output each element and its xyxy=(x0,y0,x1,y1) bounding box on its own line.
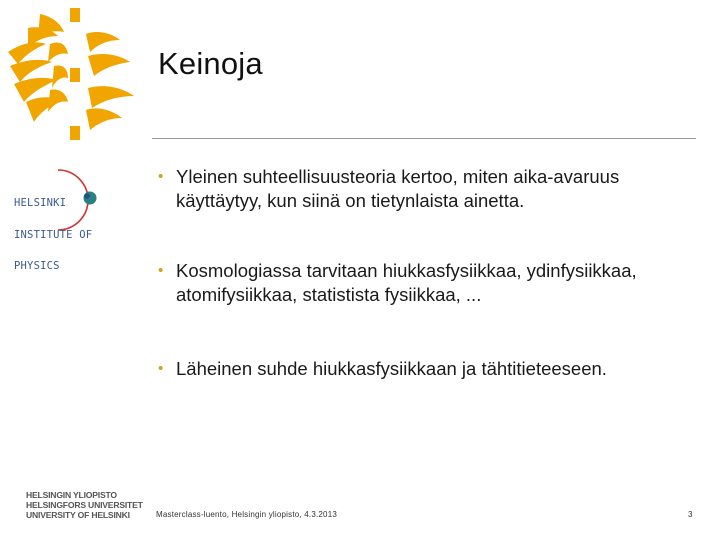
bullet-item xyxy=(158,165,703,213)
bullet-text: Kosmologiassa tarvitaan hiukkasfysiikkaa, ydinfysiikkaa, atomifysiikkaa, statistista fysiikkaa, ... xyxy=(176,260,637,305)
helsinki-institute-of-physics-logo-icon xyxy=(10,160,142,272)
university-name-line: HELSINGIN YLIOPISTO xyxy=(26,490,117,500)
bullet-item xyxy=(158,357,607,381)
hip-logo-line: PHYSICS xyxy=(14,260,60,272)
hip-logo-text xyxy=(14,177,92,293)
bullet-icon: • xyxy=(158,360,164,377)
bullet-icon: • xyxy=(158,168,164,185)
university-flame-logo-icon xyxy=(6,4,152,144)
hip-logo-line: INSTITUTE OF xyxy=(14,228,93,241)
university-name xyxy=(26,490,143,520)
page-number: 3 xyxy=(688,510,693,519)
university-name-line: HELSINGFORS UNIVERSITET xyxy=(26,500,143,510)
bullet-icon: • xyxy=(158,262,164,279)
university-name-line: UNIVERSITY OF HELSINKI xyxy=(26,510,130,520)
slide-title: Keinoja xyxy=(158,46,263,81)
bullet-text: Yleinen suhteellisuusteoria kertoo, miten aika-avaruus käyttäytyy, kun siinä on tietynlaista ainetta. xyxy=(176,166,620,211)
bullet-text: Läheinen suhde hiukkasfysiikkaan ja tähtitieteeseen. xyxy=(176,358,607,379)
title-divider xyxy=(152,138,696,139)
bullet-item xyxy=(158,259,703,307)
hip-logo-line: HELSINKI xyxy=(14,197,67,209)
footer-text: Masterclass-luento, Helsingin yliopisto, 4.3.2013 xyxy=(156,510,337,519)
